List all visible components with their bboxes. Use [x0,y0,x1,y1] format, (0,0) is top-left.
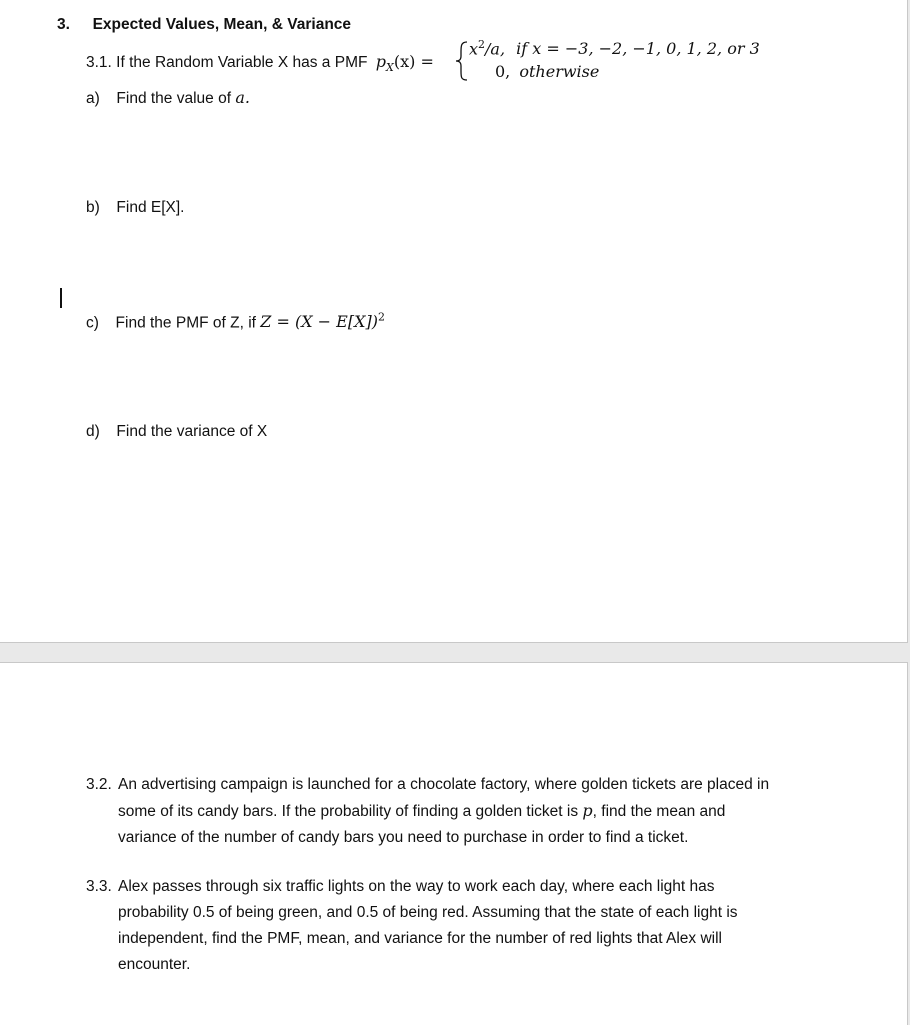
question-3-2-label: 3.2. [86,776,112,793]
part-c-text: Find the PMF of Z, if [115,314,256,332]
pmf-case-1: $x^2/a$, if x = −3, −2, −1, 0, 1, 2, or 3 [469,38,760,59]
question-3-1-text: If the Random Variable X has a PMF [116,54,368,71]
piecewise-brace [455,40,469,82]
text-cursor[interactable] [60,288,62,308]
pmf-case-1-expr: x [469,39,479,59]
probability-variable: p [582,801,593,820]
part-c [86,311,385,332]
pmf-case-2-condition: otherwise [519,62,600,81]
section-number: 3. [57,16,70,33]
question-3-3-line-1: Alex passes through six traffic lights on the way to work each day, where each light has [118,878,715,895]
section-heading [57,16,351,34]
question-3-3-line-2: probability 0.5 of being green, and 0.5 of being red. Assuming that the state of each light is [118,904,738,921]
pmf-case-1-condition: if x = −3, −2, −1, 0, 1, 2, or 3 [516,39,760,59]
pmf-lhs: $p_X(x)$ = [375,52,434,75]
part-a [86,88,250,108]
part-a-label: a) [86,90,100,107]
question-3-2-line-2: some of its candy bars. If the probability of finding a golden ticket is p, find the mean and [118,801,726,820]
part-a-text: Find the value of [116,90,232,107]
section-title: Expected Values, Mean, & Variance [92,16,352,33]
pmf-case-2-expr: 0, [495,62,511,81]
part-d-label: d) [86,423,100,440]
question-3-1-label: 3.1. [86,54,112,71]
part-b-text: Find E[X]. [116,199,185,216]
question-3-2-text [118,772,769,851]
question-3-2-line-1: An advertising campaign is launched for a chocolate factory, where golden tickets are placed in [118,776,770,793]
part-d-text: Find the variance of X [116,423,268,440]
question-3-2-line-3: variance of the number of candy bars you need to purchase in order to find a ticket. [118,829,689,846]
document-page-2 [0,662,908,1025]
question-3-3-line-3: independent, find the PMF, mean, and variance for the number of red lights that Alex will [118,930,722,947]
question-3-3-line-4: encounter. [118,956,191,973]
part-c-math: $Z = (X - E[X])^2$ [260,311,385,332]
part-a-variable: a. [235,88,250,107]
question-3-3-label: 3.3. [86,878,112,895]
part-b [86,199,184,217]
part-c-label: c) [86,314,99,332]
question-3-1 [86,52,434,74]
part-d [86,423,267,441]
question-3-3-text [118,874,738,978]
part-b-label: b) [86,199,100,216]
pmf-case-2 [495,62,599,81]
